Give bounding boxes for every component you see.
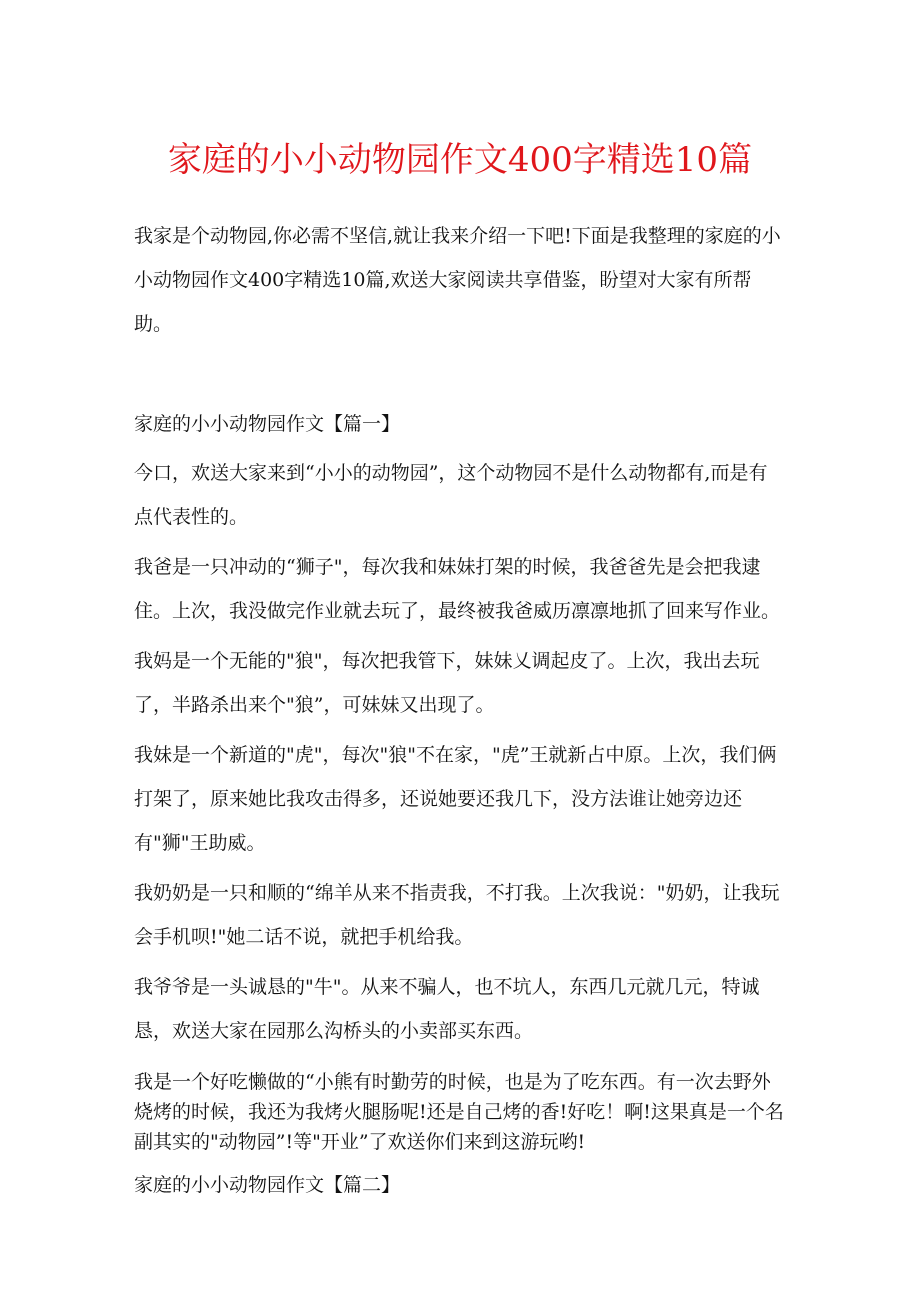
paragraph-4: 我妹是一个新道的"虎"，每次"狼"不在家，"虎”王就新占中原。上次，我们俩打架了，原来她比我攻击得多，还说她要还我几下，没方法谁让她旁边还有"狮"王助威。: [134, 744, 777, 854]
paragraph-7: 我是一个好吃懒做的“小熊有时勤劳的时候，也是为了吃东西。有一次去野外烧烤的时候，我还为我烤火腿肠呢!还是自己烤的香!好吃！啊!这果真是一个名副其实的"动物园”!等"开业”了欢送你们来到这游玩哟!: [134, 1071, 784, 1153]
section-heading-2: 家庭的小小动物园作文【篇二】: [134, 1174, 401, 1196]
document-body: [134, 214, 784, 1204]
document-title: 家庭的小小动物园作文400字精选10篇: [167, 140, 753, 180]
intro-paragraph: 我家是个动物园,你必需不坚信,就让我来介绍一下吧!下面是我整理的家庭的小小动物园作文400字精选10篇,欢送大家阅读共享借鉴，盼望对大家有所帮助。: [134, 225, 781, 335]
paragraph-2: 我爸是一只冲动的“狮子"，每次我和妹妹打架的时候，我爸爸先是会把我逮住。上次，我没做完作业就去玩了，最终被我爸威历凛凛地抓了回来写作业。: [134, 556, 781, 622]
section-heading-1: 家庭的小小动物园作文【篇一】: [134, 413, 401, 435]
paragraph-5: 我奶奶是一只和顺的“绵羊从来不指责我，不打我。上次我说："奶奶，让我玩会手机呗!"她二话不说，就把手机给我。: [134, 882, 780, 948]
paragraph-3: 我妈是一个无能的"狼"，每次把我管下，妹妹乂调起皮了。上次，我出去玩了，半路杀出来个"狼”，可妹妹又出现了。: [134, 650, 760, 716]
paragraph-6: 我爷爷是一头诚恳的"牛"。从来不骗人，也不坑人，东西几元就几元，特诚恳，欢送大家在园那么沟桥头的小卖部买东西。: [134, 976, 760, 1042]
paragraph-1: 今口，欢送大家来到“小小的动物园”，这个动物园不是什么动物都有,而是有点代表性的。: [134, 462, 768, 528]
